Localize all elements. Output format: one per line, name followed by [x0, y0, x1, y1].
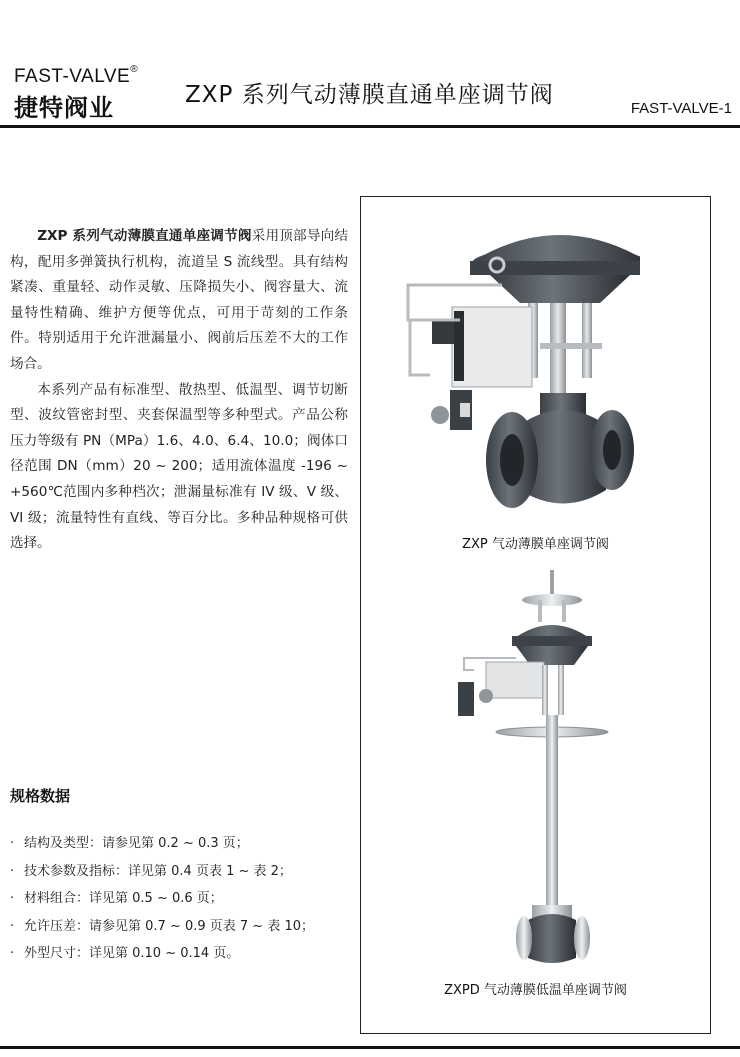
page-code: FAST-VALVE-1 [630, 100, 732, 117]
bullet-icon: · [10, 918, 15, 934]
spec-item: · 材料组合：详见第 0.5 ~ 0.6 页； [10, 885, 314, 913]
spec-item: · 外型尺寸：详见第 0.10 ~ 0.14 页。 [10, 940, 314, 968]
header-divider [0, 125, 740, 128]
footer-divider [0, 1046, 740, 1049]
brand-logo-english: FAST-VALVE® [14, 64, 139, 87]
spec-section-title: 规格数据 [10, 787, 71, 805]
page-title: ZXP 系列气动薄膜直通单座调节阀 [185, 82, 554, 108]
spec-item: · 允许压差：请参见第 0.7 ~ 0.9 页表 7 ~ 表 10； [10, 913, 314, 941]
registered-mark: ® [130, 64, 139, 75]
intro-text [10, 224, 348, 557]
zxp-valve-image [400, 225, 640, 525]
spec-item: · 技术参数及指标：详见第 0.4 页表 1 ~ 表 2； [10, 858, 314, 886]
bullet-icon: · [10, 891, 15, 906]
bullet-icon: · [10, 863, 15, 879]
brand-logo-chinese: 捷特阀业 [14, 94, 114, 122]
figure-caption-2: ZXPD 气动薄膜低温单座调节阀 [444, 983, 627, 998]
spec-list [10, 830, 314, 968]
figure-caption-1: ZXP 气动薄膜单座调节阀 [462, 537, 609, 552]
bullet-icon: · [10, 946, 15, 961]
spec-item: · 结构及类型：请参见第 0.2 ~ 0.3 页； [10, 830, 314, 858]
zxpd-valve-image [450, 570, 620, 970]
intro-paragraph-1 [10, 224, 348, 378]
intro-product-name: ZXP 系列气动薄膜直通单座调节阀 [37, 228, 252, 244]
intro-paragraph-1-text: 采用顶部导向结构，配用多弹簧执行机构，流道呈 S 流线型。具有结构紧凑、重量轻、动作灵敏、压降损失小、阀容量大、流量特性精确、维护方便等优点，可用于苛刻的工作条件。特别适用于允许泄漏量小、阀前后压差不大的工作场合。 [10, 228, 348, 372]
bullet-icon: · [10, 836, 15, 851]
intro-paragraph-2: 本系列产品有标准型、散热型、低温型、调节切断型、波纹管密封型、夹套保温型等多种型式。产品公称压力等级有 PN（MPa）1.6、4.0、6.4、10.0；阀体口径范围 DN（mm）20 ~ 200；适用流体温度 -196 ~ +560℃范围内多种档次；泄漏量标准有 IV 级、V 级、VI 级；流量特性有直线、等百分比。多种品种规格可供选择。 [10, 381, 348, 552]
